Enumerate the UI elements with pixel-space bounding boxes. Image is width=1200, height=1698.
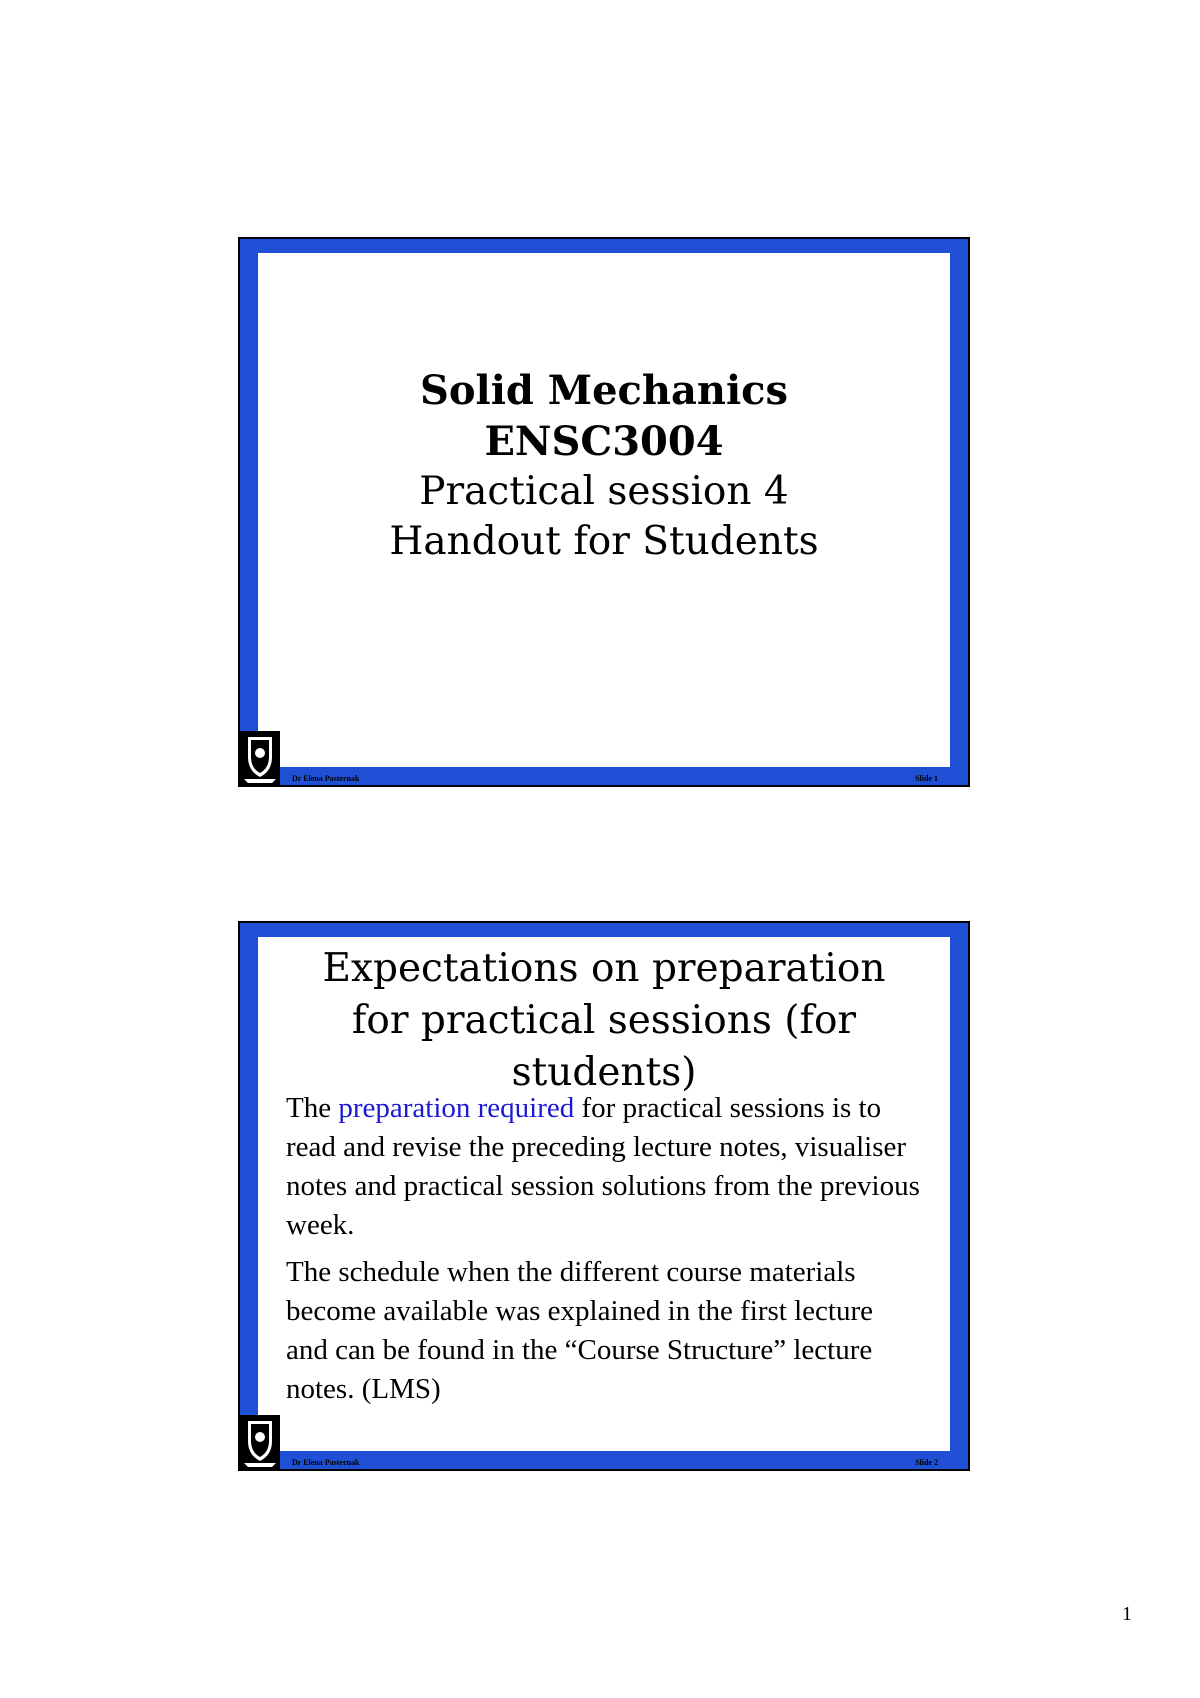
slide-2-body (286, 1089, 920, 1417)
slide-1-title (258, 365, 950, 567)
slide-2-title-line-2: for practical sessions (for (351, 998, 857, 1043)
course-code: ENSC3004 (484, 418, 724, 466)
slide-1-content (258, 253, 950, 767)
course-name: Solid Mechanics (419, 367, 789, 414)
slide-2-title-line-3: students) (511, 1050, 697, 1095)
session-title: Practical session 4 (419, 469, 789, 515)
page-number: 1 (1122, 1603, 1132, 1625)
university-crest-icon (240, 731, 280, 785)
slide-1 (238, 237, 970, 787)
paragraph-schedule: The schedule when the different course materials become available was explained in the first lecture and can be found in the “Course Structure” lecture notes. (LMS) (286, 1256, 873, 1405)
paragraph-preparation-start: The (286, 1092, 339, 1124)
university-crest-icon (240, 1415, 280, 1469)
slide-2-title-line-1: Expectations on preparation (322, 946, 886, 991)
slide-2-title (258, 943, 950, 1099)
highlight-preparation-required: preparation required (338, 1092, 575, 1124)
slide-2-content (258, 937, 950, 1451)
footer-author: Dr Elena Pasternak (292, 774, 360, 783)
paragraph-preparation (286, 1089, 920, 1245)
footer-author: Dr Elena Pasternak (292, 1458, 360, 1467)
paragraph-preparation-rest: for practical sessions is to read and revise the preceding lecture notes, visualiser notes and practical session solutions from the previous week. (286, 1092, 920, 1241)
slide-2 (238, 921, 970, 1471)
handout-title: Handout for Students (389, 519, 819, 565)
footer-slide-number: Slide 1 (915, 774, 938, 783)
footer-slide-number: Slide 2 (915, 1458, 938, 1467)
